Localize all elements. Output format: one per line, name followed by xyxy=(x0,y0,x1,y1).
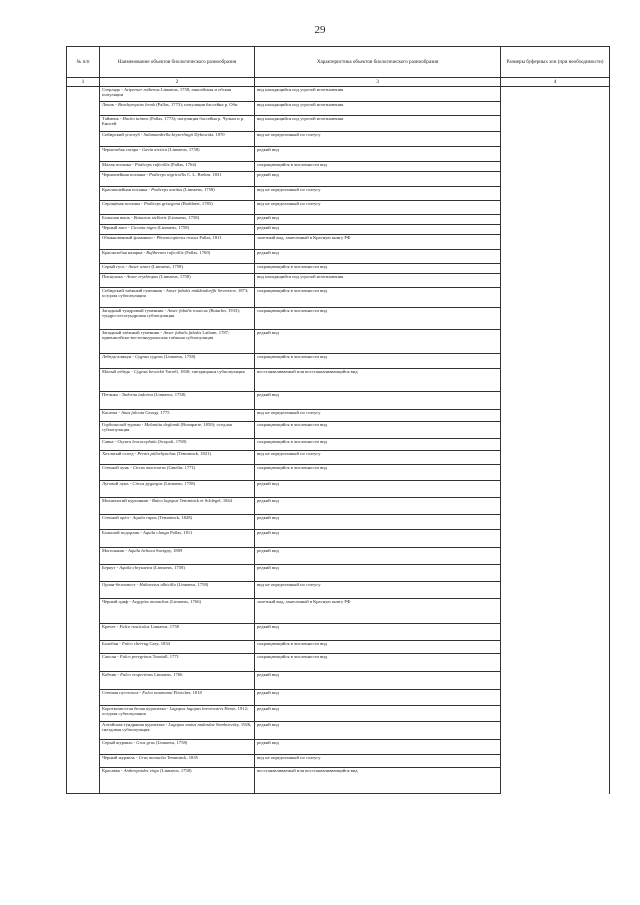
table-row xyxy=(67,147,610,162)
table-row xyxy=(67,274,610,288)
buffer-zone-cell xyxy=(501,147,610,162)
species-name-cell: Короткохвостая белая куропатка - Lagopus lagopus brevirostris Hesse, 1912; оседлая субпопуляция xyxy=(100,706,255,722)
table-row xyxy=(67,624,610,641)
row-number-cell xyxy=(67,722,100,740)
characteristic-cell: сокращающийся в численности вид xyxy=(255,422,501,439)
latin-name: Anser fabalis rossicus xyxy=(167,308,208,313)
row-number-cell xyxy=(67,740,100,755)
buffer-zone-cell xyxy=(501,172,610,187)
row-number-cell xyxy=(67,439,100,451)
table-row xyxy=(67,706,610,722)
buffer-zone-cell xyxy=(501,624,610,641)
characteristic-cell: редкий вид xyxy=(255,565,501,582)
table-row xyxy=(67,235,610,250)
buffer-zone-cell xyxy=(501,102,610,116)
latin-name: Hucho taimen xyxy=(122,116,149,121)
species-name-cell: Большая выпь - Botaurus stellaris (Linnaeus, 1758) xyxy=(100,215,255,225)
species-name-cell: Стерлядь - Acipenser ruthenus Linnaeus, 1758; енисейская и обская популяции xyxy=(100,87,255,102)
buffer-zone-cell xyxy=(501,582,610,599)
latin-name: Tadorna tadorna xyxy=(121,392,153,397)
row-number-cell xyxy=(67,187,100,201)
latin-name: Podiceps grisegena xyxy=(143,201,181,206)
species-name-cell: Малый лебедь - Cygnus bewickii Yarrell, 1830; гнездящаяся субпопуляция xyxy=(100,369,255,392)
characteristic-cell: редкий вид xyxy=(255,722,501,740)
species-name-cell: Степная пустельга - Falco naumanni Fleischer, 1818 xyxy=(100,690,255,706)
table-row xyxy=(67,465,610,481)
table-body xyxy=(67,87,610,794)
latin-name: Circus pygargus xyxy=(132,481,163,486)
buffer-zone-cell xyxy=(501,250,610,264)
latin-name: Anser erythropus xyxy=(126,274,159,279)
header-number: № п/п xyxy=(67,47,100,78)
row-number-cell xyxy=(67,481,100,498)
latin-name: Falco naumanni xyxy=(142,690,173,695)
characteristic-cell: редкий вид xyxy=(255,740,501,755)
latin-name: Falco vespertinus xyxy=(120,672,153,677)
row-number-cell xyxy=(67,654,100,672)
characteristic-cell: редкий вид xyxy=(255,515,501,530)
buffer-zone-cell xyxy=(501,116,610,132)
latin-name: Ciconia nigra xyxy=(130,225,157,230)
latin-name: Pernis ptilorhynchus xyxy=(137,451,176,456)
species-name-cell: Красавка - Anthropoides virgo (Linnaeus, 1758) xyxy=(100,768,255,794)
table-row xyxy=(67,672,610,690)
buffer-zone-cell xyxy=(501,565,610,582)
species-name-cell: Хохлатый осоед - Pernis ptilorhynchus (Temminck, 1821) xyxy=(100,451,255,465)
latin-name: Aquila rapax xyxy=(132,515,157,520)
species-name-cell: Степной орёл - Aquila rapax (Temminck, 1828) xyxy=(100,515,255,530)
table-row xyxy=(67,530,610,548)
table-row xyxy=(67,582,610,599)
characteristic-cell: редкий вид xyxy=(255,392,501,410)
row-number-cell xyxy=(67,250,100,264)
buffer-zone-cell xyxy=(501,481,610,498)
row-number-cell xyxy=(67,672,100,690)
table-row xyxy=(67,722,610,740)
latin-name: Brachymystax lenok xyxy=(117,102,156,107)
buffer-zone-cell xyxy=(501,672,610,690)
table-row xyxy=(67,187,610,201)
row-number-cell xyxy=(67,369,100,392)
table-row xyxy=(67,132,610,147)
latin-name: Melanitta deglandi xyxy=(144,422,180,427)
species-name-cell: Степной лунь - Circus macrourus (Gmelin, 1771) xyxy=(100,465,255,481)
row-number-cell xyxy=(67,235,100,250)
characteristic-cell: вид находящийся под угрозой исчезновения xyxy=(255,116,501,132)
characteristic-cell: сокращающийся в численности вид xyxy=(255,162,501,172)
buffer-zone-cell xyxy=(501,264,610,274)
characteristic-cell: редкий вид xyxy=(255,225,501,235)
latin-name: Anser fabalis middendorffii xyxy=(165,288,217,293)
row-number-cell xyxy=(67,451,100,465)
row-number-cell xyxy=(67,624,100,641)
latin-name: Botaurus stellaris xyxy=(133,215,167,220)
column-number: 3 xyxy=(255,78,501,87)
buffer-zone-cell xyxy=(501,354,610,369)
column-number: 4 xyxy=(501,78,610,87)
row-number-cell xyxy=(67,565,100,582)
row-number-cell xyxy=(67,422,100,439)
buffer-zone-cell xyxy=(501,498,610,515)
row-number-cell xyxy=(67,599,100,624)
latin-name: Oxyura leucocephala xyxy=(117,439,157,444)
characteristic-cell: вид не определенный по статусу xyxy=(255,582,501,599)
buffer-zone-cell xyxy=(501,768,610,794)
buffer-zone-cell xyxy=(501,87,610,102)
table-row xyxy=(67,330,610,354)
latin-name: Lagopus mutus nadezdae xyxy=(168,722,215,727)
buffer-zone-cell xyxy=(501,225,610,235)
table-row xyxy=(67,515,610,530)
characteristic-cell: редкий вид xyxy=(255,330,501,354)
table-row xyxy=(67,264,610,274)
species-name-cell: Кобчик - Falco vespertinus Linnaeus, 1766 xyxy=(100,672,255,690)
species-name-cell: Орлан-белохвост - Haliaeetus albicilla (Linnaeus, 1758) xyxy=(100,582,255,599)
row-number-cell xyxy=(67,225,100,235)
row-number-cell xyxy=(67,330,100,354)
species-name-cell: Балобан - Falco cherrug Gray, 1834 xyxy=(100,641,255,654)
characteristic-cell: залетный вид, занесенный в Красную книгу РФ xyxy=(255,599,501,624)
row-number-cell xyxy=(67,410,100,422)
species-name-cell: Красношейная поганка - Podiceps auritus (Linnaeus, 1758) xyxy=(100,187,255,201)
species-name-cell: Савка - Oxyura leucocephala (Scopoli, 1769) xyxy=(100,439,255,451)
row-number-cell xyxy=(67,102,100,116)
table-row xyxy=(67,225,610,235)
species-name-cell: Чёрный гриф - Aegypius monachus (Linnaeus, 1766) xyxy=(100,599,255,624)
species-name-cell: Мохноногий курганник - Buteo lagopus Temminck et Schlegel, 1844 xyxy=(100,498,255,515)
row-number-cell xyxy=(67,162,100,172)
row-number-cell xyxy=(67,288,100,308)
characteristic-cell: сокращающийся в численности вид xyxy=(255,308,501,330)
row-number-cell xyxy=(67,548,100,565)
species-name-cell: Чернозобая гагара - Gavia arctica (Linnaeus, 1758) xyxy=(100,147,255,162)
buffer-zone-cell xyxy=(501,215,610,225)
species-name-cell: Обыкновенный фламинго - Phoenicopterus roseus Pallas, 1811 xyxy=(100,235,255,250)
row-number-cell xyxy=(67,465,100,481)
table-row xyxy=(67,498,610,515)
latin-name: Cygnus cygnus xyxy=(135,354,163,359)
species-name-cell: Серощёкая поганка - Podiceps grisegena (Boddaert, 1783) xyxy=(100,201,255,215)
species-name-cell: Чёрный журавль - Grus monacha Temminck, 1835 xyxy=(100,755,255,768)
latin-name: Anthropoides virgo xyxy=(123,768,159,773)
row-number-cell xyxy=(67,690,100,706)
buffer-zone-cell xyxy=(501,654,610,672)
characteristic-cell: вид находящийся под угрозой исчезновения xyxy=(255,102,501,116)
table-row xyxy=(67,481,610,498)
table-row xyxy=(67,215,610,225)
species-name-cell: Пискулька - Anser erythropus (Linnaeus, 1758) xyxy=(100,274,255,288)
latin-name: Anas falcata xyxy=(121,410,145,415)
buffer-zone-cell xyxy=(501,548,610,565)
species-name-cell: Сибирский таёжный гуменник - Anser fabalis middendorffii Severtzov, 1873; оседлая субпопуляция xyxy=(100,288,255,308)
characteristic-cell: редкий вид xyxy=(255,530,501,548)
characteristic-cell: вид не определенный по статусу xyxy=(255,132,501,147)
table-row xyxy=(67,599,610,624)
table-header-row xyxy=(67,47,610,78)
characteristic-cell: сокращающийся в численности вид xyxy=(255,264,501,274)
buffer-zone-cell xyxy=(501,410,610,422)
table-row xyxy=(67,565,610,582)
characteristic-cell: сокращающийся в численности вид xyxy=(255,654,501,672)
buffer-zone-cell xyxy=(501,422,610,439)
buffer-zone-cell xyxy=(501,308,610,330)
species-name-cell: Сибирский углозуб - Salamandrella keyserlingii Dybowski, 1870 xyxy=(100,132,255,147)
table-row xyxy=(67,172,610,187)
column-number: 1 xyxy=(67,78,100,87)
row-number-cell xyxy=(67,768,100,794)
row-number-cell xyxy=(67,530,100,548)
table-row xyxy=(67,201,610,215)
row-number-cell xyxy=(67,201,100,215)
characteristic-cell: редкий вид xyxy=(255,706,501,722)
buffer-zone-cell xyxy=(501,740,610,755)
row-number-cell xyxy=(67,87,100,102)
species-name-cell: Кречет - Falco rusticolus Linnaeus, 1758 xyxy=(100,624,255,641)
characteristic-cell: восстанавливаемый или восстанавливающийся вид xyxy=(255,768,501,794)
table-row xyxy=(67,162,610,172)
characteristic-cell: вид не определенный по статусу xyxy=(255,451,501,465)
species-name-cell: Малая поганка - Podiceps ruficollis (Pallas, 1764) xyxy=(100,162,255,172)
buffer-zone-cell xyxy=(501,439,610,451)
characteristic-cell: сокращающийся в численности вид xyxy=(255,465,501,481)
latin-name: Podiceps nigricollis xyxy=(149,172,186,177)
row-number-cell xyxy=(67,264,100,274)
characteristic-cell: сокращающийся в численности вид xyxy=(255,641,501,654)
row-number-cell xyxy=(67,582,100,599)
species-name-cell: Серый журавль - Grus grus (Linnaeus, 1758) xyxy=(100,740,255,755)
latin-name: Aquila heliaca xyxy=(127,548,155,553)
latin-name: Acipenser ruthenus xyxy=(123,87,160,92)
species-name-cell: Касатка - Anas falcata Georgi, 1775 xyxy=(100,410,255,422)
buffer-zone-cell xyxy=(501,201,610,215)
table-row xyxy=(67,641,610,654)
latin-name: Lagopus lagopus brevirostris xyxy=(169,706,224,711)
species-name-cell: Серый гусь - Anser anser (Linnaeus, 1758) xyxy=(100,264,255,274)
table-row xyxy=(67,369,610,392)
characteristic-cell: сокращающийся в численности вид xyxy=(255,354,501,369)
biodiversity-table xyxy=(66,46,610,794)
latin-name: Aquila chrysaetos xyxy=(119,565,153,570)
latin-name: Anser anser xyxy=(128,264,151,269)
buffer-zone-cell xyxy=(501,274,610,288)
characteristic-cell: вид не определенный по статусу xyxy=(255,187,501,201)
species-name-cell: Сапсан - Falco peregrinus Tunstall, 1771 xyxy=(100,654,255,672)
buffer-zone-cell xyxy=(501,515,610,530)
species-name-cell: Беркут - Aquila chrysaetos (Linnaeus, 1758) xyxy=(100,565,255,582)
buffer-zone-cell xyxy=(501,369,610,392)
table-row xyxy=(67,102,610,116)
table-row xyxy=(67,354,610,369)
buffer-zone-cell xyxy=(501,392,610,410)
row-number-cell xyxy=(67,641,100,654)
characteristic-cell: редкий вид xyxy=(255,672,501,690)
characteristic-cell: редкий вид xyxy=(255,624,501,641)
row-number-cell xyxy=(67,392,100,410)
latin-name: Cygnus bewickii xyxy=(134,369,165,374)
latin-name: Falco cherrug xyxy=(121,641,149,646)
characteristic-cell: редкий вид xyxy=(255,690,501,706)
table-row xyxy=(67,548,610,565)
row-number-cell xyxy=(67,706,100,722)
latin-name: Podiceps ruficollis xyxy=(134,162,170,167)
row-number-cell xyxy=(67,498,100,515)
latin-name: Falco rusticolus xyxy=(119,624,150,629)
characteristic-cell: редкий вид xyxy=(255,250,501,264)
characteristic-cell: редкий вид xyxy=(255,215,501,225)
row-number-cell xyxy=(67,755,100,768)
row-number-cell xyxy=(67,132,100,147)
latin-name: Circus macrourus xyxy=(132,465,166,470)
table-row xyxy=(67,755,610,768)
species-name-cell: Западный таёжный гуменник - Anser fabalis fabalis Latham, 1787; приенисейско-восточноуральская таёжная субпопуляция xyxy=(100,330,255,354)
row-number-cell xyxy=(67,147,100,162)
characteristic-cell: сокращающийся в численности вид xyxy=(255,439,501,451)
table-row xyxy=(67,308,610,330)
table-row xyxy=(67,116,610,132)
characteristic-cell: вид находящийся под угрозой исчезновения xyxy=(255,274,501,288)
characteristic-cell: вид не определенный по статусу xyxy=(255,410,501,422)
table-row xyxy=(67,422,610,439)
characteristic-cell: редкий вид xyxy=(255,498,501,515)
latin-name: Salamandrella keyserlingii xyxy=(143,132,194,137)
column-number: 2 xyxy=(100,78,255,87)
buffer-zone-cell xyxy=(501,288,610,308)
table-row xyxy=(67,654,610,672)
species-name-cell: Горбоносый турпан - Melanitta deglandi (Bonaparte, 1850); оседлая субпопуляция xyxy=(100,422,255,439)
buffer-zone-cell xyxy=(501,451,610,465)
table-row xyxy=(67,451,610,465)
characteristic-cell: сокращающийся в численности вид xyxy=(255,288,501,308)
species-name-cell: Лебедь-кликун - Cygnus cygnus (Linnaeus, 1758) xyxy=(100,354,255,369)
species-name-cell: Луговой лунь - Circus pygargus (Linnaeus, 1758) xyxy=(100,481,255,498)
header-name: Наименование объектов биологического разнообразия xyxy=(100,47,255,78)
buffer-zone-cell xyxy=(501,235,610,250)
species-name-cell: Ленок - Brachymystax lenok (Pallas, 1773); популяция бассейна р. Оби xyxy=(100,102,255,116)
table-row xyxy=(67,768,610,794)
row-number-cell xyxy=(67,116,100,132)
table-row xyxy=(67,392,610,410)
species-name-cell: Чёрный аист - Ciconia nigra (Linnaeus, 1758) xyxy=(100,225,255,235)
characteristic-cell: вид не определенный по статусу xyxy=(255,755,501,768)
buffer-zone-cell xyxy=(501,162,610,172)
latin-name: Grus monacha xyxy=(138,755,166,760)
latin-name: Phoenicopterus roseus xyxy=(156,235,199,240)
buffer-zone-cell xyxy=(501,690,610,706)
buffer-zone-cell xyxy=(501,132,610,147)
latin-name: Haliaeetus albicilla xyxy=(139,582,176,587)
latin-name: Aegypius monachus xyxy=(131,599,169,604)
table-row xyxy=(67,250,610,264)
latin-name: Rufibrenta ruficollis xyxy=(146,250,184,255)
characteristic-cell: редкий вид xyxy=(255,481,501,498)
latin-name: Falco peregrinus xyxy=(119,654,152,659)
row-number-cell xyxy=(67,354,100,369)
latin-name: Grus grus xyxy=(136,740,155,745)
header-buffer-zone: Размеры буферных зон (при необходимости) xyxy=(501,47,610,78)
buffer-zone-cell xyxy=(501,599,610,624)
species-name-cell: Черношейная поганка - Podiceps nigricollis C. L. Brehm, 1831 xyxy=(100,172,255,187)
table-row xyxy=(67,740,610,755)
column-number-row xyxy=(67,78,610,87)
table-row xyxy=(67,410,610,422)
latin-name: Podiceps auritus xyxy=(151,187,183,192)
species-name-cell: Западный тундровый гуменник - Anser fabalis rossicus (Buturlin, 1933); тундро-лесотундровая субпопуляция xyxy=(100,308,255,330)
buffer-zone-cell xyxy=(501,330,610,354)
buffer-zone-cell xyxy=(501,722,610,740)
latin-name: Anser fabalis fabalis xyxy=(163,330,202,335)
species-name-cell: Пеганка - Tadorna tadorna (Linnaeus, 1758) xyxy=(100,392,255,410)
page-number: 29 xyxy=(314,24,326,36)
species-name-cell: Алтайская тундряная куропатка - Lagopus mutus nadezdae Serebrovsky, 1926; гнездовая субпопуляция xyxy=(100,722,255,740)
characteristic-cell: редкий вид xyxy=(255,548,501,565)
species-name-cell: Краснозобая казарка - Rufibrenta ruficollis (Pallas, 1769) xyxy=(100,250,255,264)
characteristic-cell: редкий вид xyxy=(255,147,501,162)
buffer-zone-cell xyxy=(501,641,610,654)
species-name-cell: Могильник - Aquila heliaca Savigny, 1809 xyxy=(100,548,255,565)
species-name-cell: Таймень - Hucho taimen (Pallas, 1773); популяция бассейна р. Чулым и р. Енисей xyxy=(100,116,255,132)
table-row xyxy=(67,87,610,102)
latin-name: Aquila clanga xyxy=(143,530,169,535)
buffer-zone-cell xyxy=(501,187,610,201)
species-name-cell: Большой подорлик - Aquila clanga Pallas, 1811 xyxy=(100,530,255,548)
row-number-cell xyxy=(67,515,100,530)
characteristic-cell: вид находящийся под угрозой исчезновения xyxy=(255,87,501,102)
characteristic-cell: вид не определенный по статусу xyxy=(255,201,501,215)
header-characteristic: Характеристика объектов биологического разнообразия xyxy=(255,47,501,78)
row-number-cell xyxy=(67,308,100,330)
row-number-cell xyxy=(67,274,100,288)
characteristic-cell: восстанавливаемый или восстанавливающийся вид xyxy=(255,369,501,392)
row-number-cell xyxy=(67,172,100,187)
buffer-zone-cell xyxy=(501,755,610,768)
table-row xyxy=(67,690,610,706)
characteristic-cell: залетный вид, занесенный в Красную книгу РФ xyxy=(255,235,501,250)
table-row xyxy=(67,288,610,308)
buffer-zone-cell xyxy=(501,465,610,481)
characteristic-cell: редкий вид xyxy=(255,172,501,187)
row-number-cell xyxy=(67,215,100,225)
table-row xyxy=(67,439,610,451)
buffer-zone-cell xyxy=(501,530,610,548)
latin-name: Buteo lagopus xyxy=(152,498,179,503)
buffer-zone-cell xyxy=(501,706,610,722)
latin-name: Gavia arctica xyxy=(141,147,168,152)
